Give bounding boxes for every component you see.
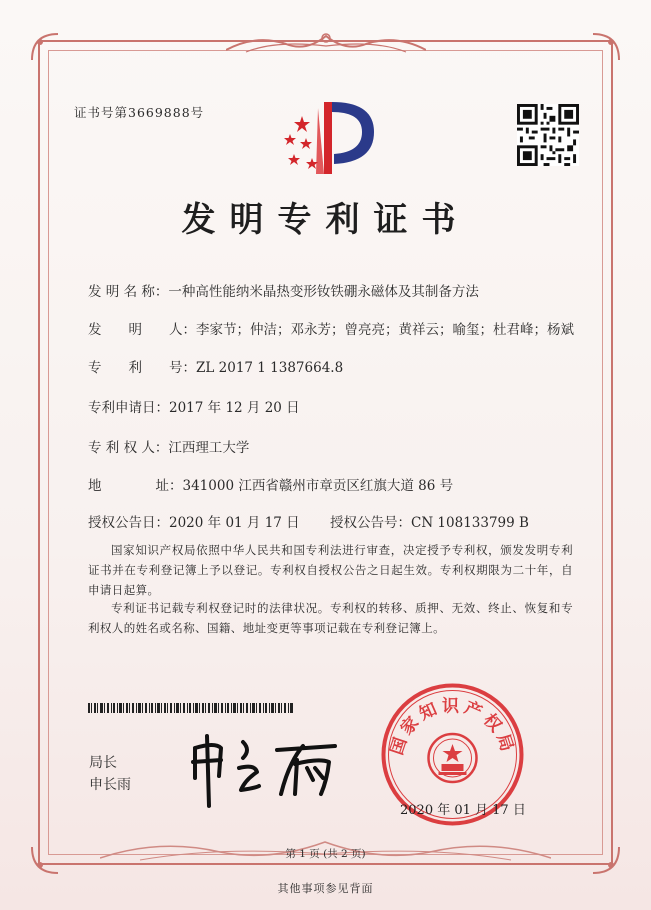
footer-note: 其他事项参见背面 [277, 882, 374, 895]
legal-status-paragraph: 专利证书记载专利权登记时的法律状况。专利权的转移、质押、无效、终止、恢复和专利权人的姓名或名称、国籍、地址变更等事项记载在专利登记簿上。 [88, 601, 573, 635]
patent-number-label: 专 利 号： [88, 360, 196, 376]
inventors: 李家节；仲洁；邓永芳；曾亮亮；黄祥云；喻玺；杜君峰；杨斌 [196, 322, 574, 338]
patent-office-logo [272, 98, 382, 180]
grant-date-label: 授权公告日： [88, 515, 169, 531]
invention-name-label: 发 明 名 称： [88, 284, 169, 300]
qr-code-icon [517, 104, 579, 166]
grant-number: CN 108133799 B [411, 515, 529, 531]
statement-paragraph: 国家知识产权局依照中华人民共和国专利法进行审查，决定授予专利权，颁发发明专利证书并在专利登记簿上予以登记。专利权自授权公告之日起生效。专利权期限为二十年，自申请日起算。 [88, 543, 573, 597]
top-ornament [226, 30, 426, 56]
seal-text: 国家知识产权局 [387, 696, 518, 758]
certificate-number: 证书号第3669888号 [74, 105, 205, 120]
corner-ornament-tr [591, 32, 621, 62]
patentee-row [88, 436, 249, 456]
director-title: 局长 [89, 755, 117, 771]
filing-date-label: 专利申请日： [88, 400, 169, 416]
patentee: 江西理工大学 [168, 440, 250, 456]
barcode-icon [88, 703, 293, 713]
patentee-label: 专 利 权 人： [88, 440, 169, 456]
patent-number: ZL 2017 1 1387664.8 [196, 360, 344, 376]
filing-date: 2017 年 12 月 20 日 [169, 400, 300, 416]
grant-number-label: 授权公告号： [330, 515, 411, 531]
national-emblem-icon [429, 734, 477, 782]
certificate-title: 发明专利证书 [181, 200, 470, 240]
director-signature [185, 728, 345, 808]
invention-name-row [88, 280, 479, 300]
patent-number-row [88, 356, 343, 376]
inventors-label: 发 明 人： [88, 322, 196, 338]
page-number: 第 1 页 (共 2 页) [285, 848, 366, 860]
director-name: 申长雨 [89, 777, 131, 793]
seal-date: 2020 年 01 月 17 日 [400, 803, 526, 818]
grant-date-row [88, 511, 300, 531]
grant-number-row [330, 511, 529, 531]
address-row [88, 474, 453, 494]
grant-date: 2020 年 01 月 17 日 [169, 515, 300, 531]
filing-date-row [88, 396, 300, 416]
inventors-row [88, 318, 574, 338]
address-label: 地 址： [88, 478, 183, 494]
corner-ornament-tl [30, 32, 60, 62]
invention-name: 一种高性能纳米晶热变形钕铁硼永磁体及其制备方法 [168, 284, 479, 300]
address: 341000 江西省赣州市章贡区红旗大道 86 号 [182, 478, 454, 494]
